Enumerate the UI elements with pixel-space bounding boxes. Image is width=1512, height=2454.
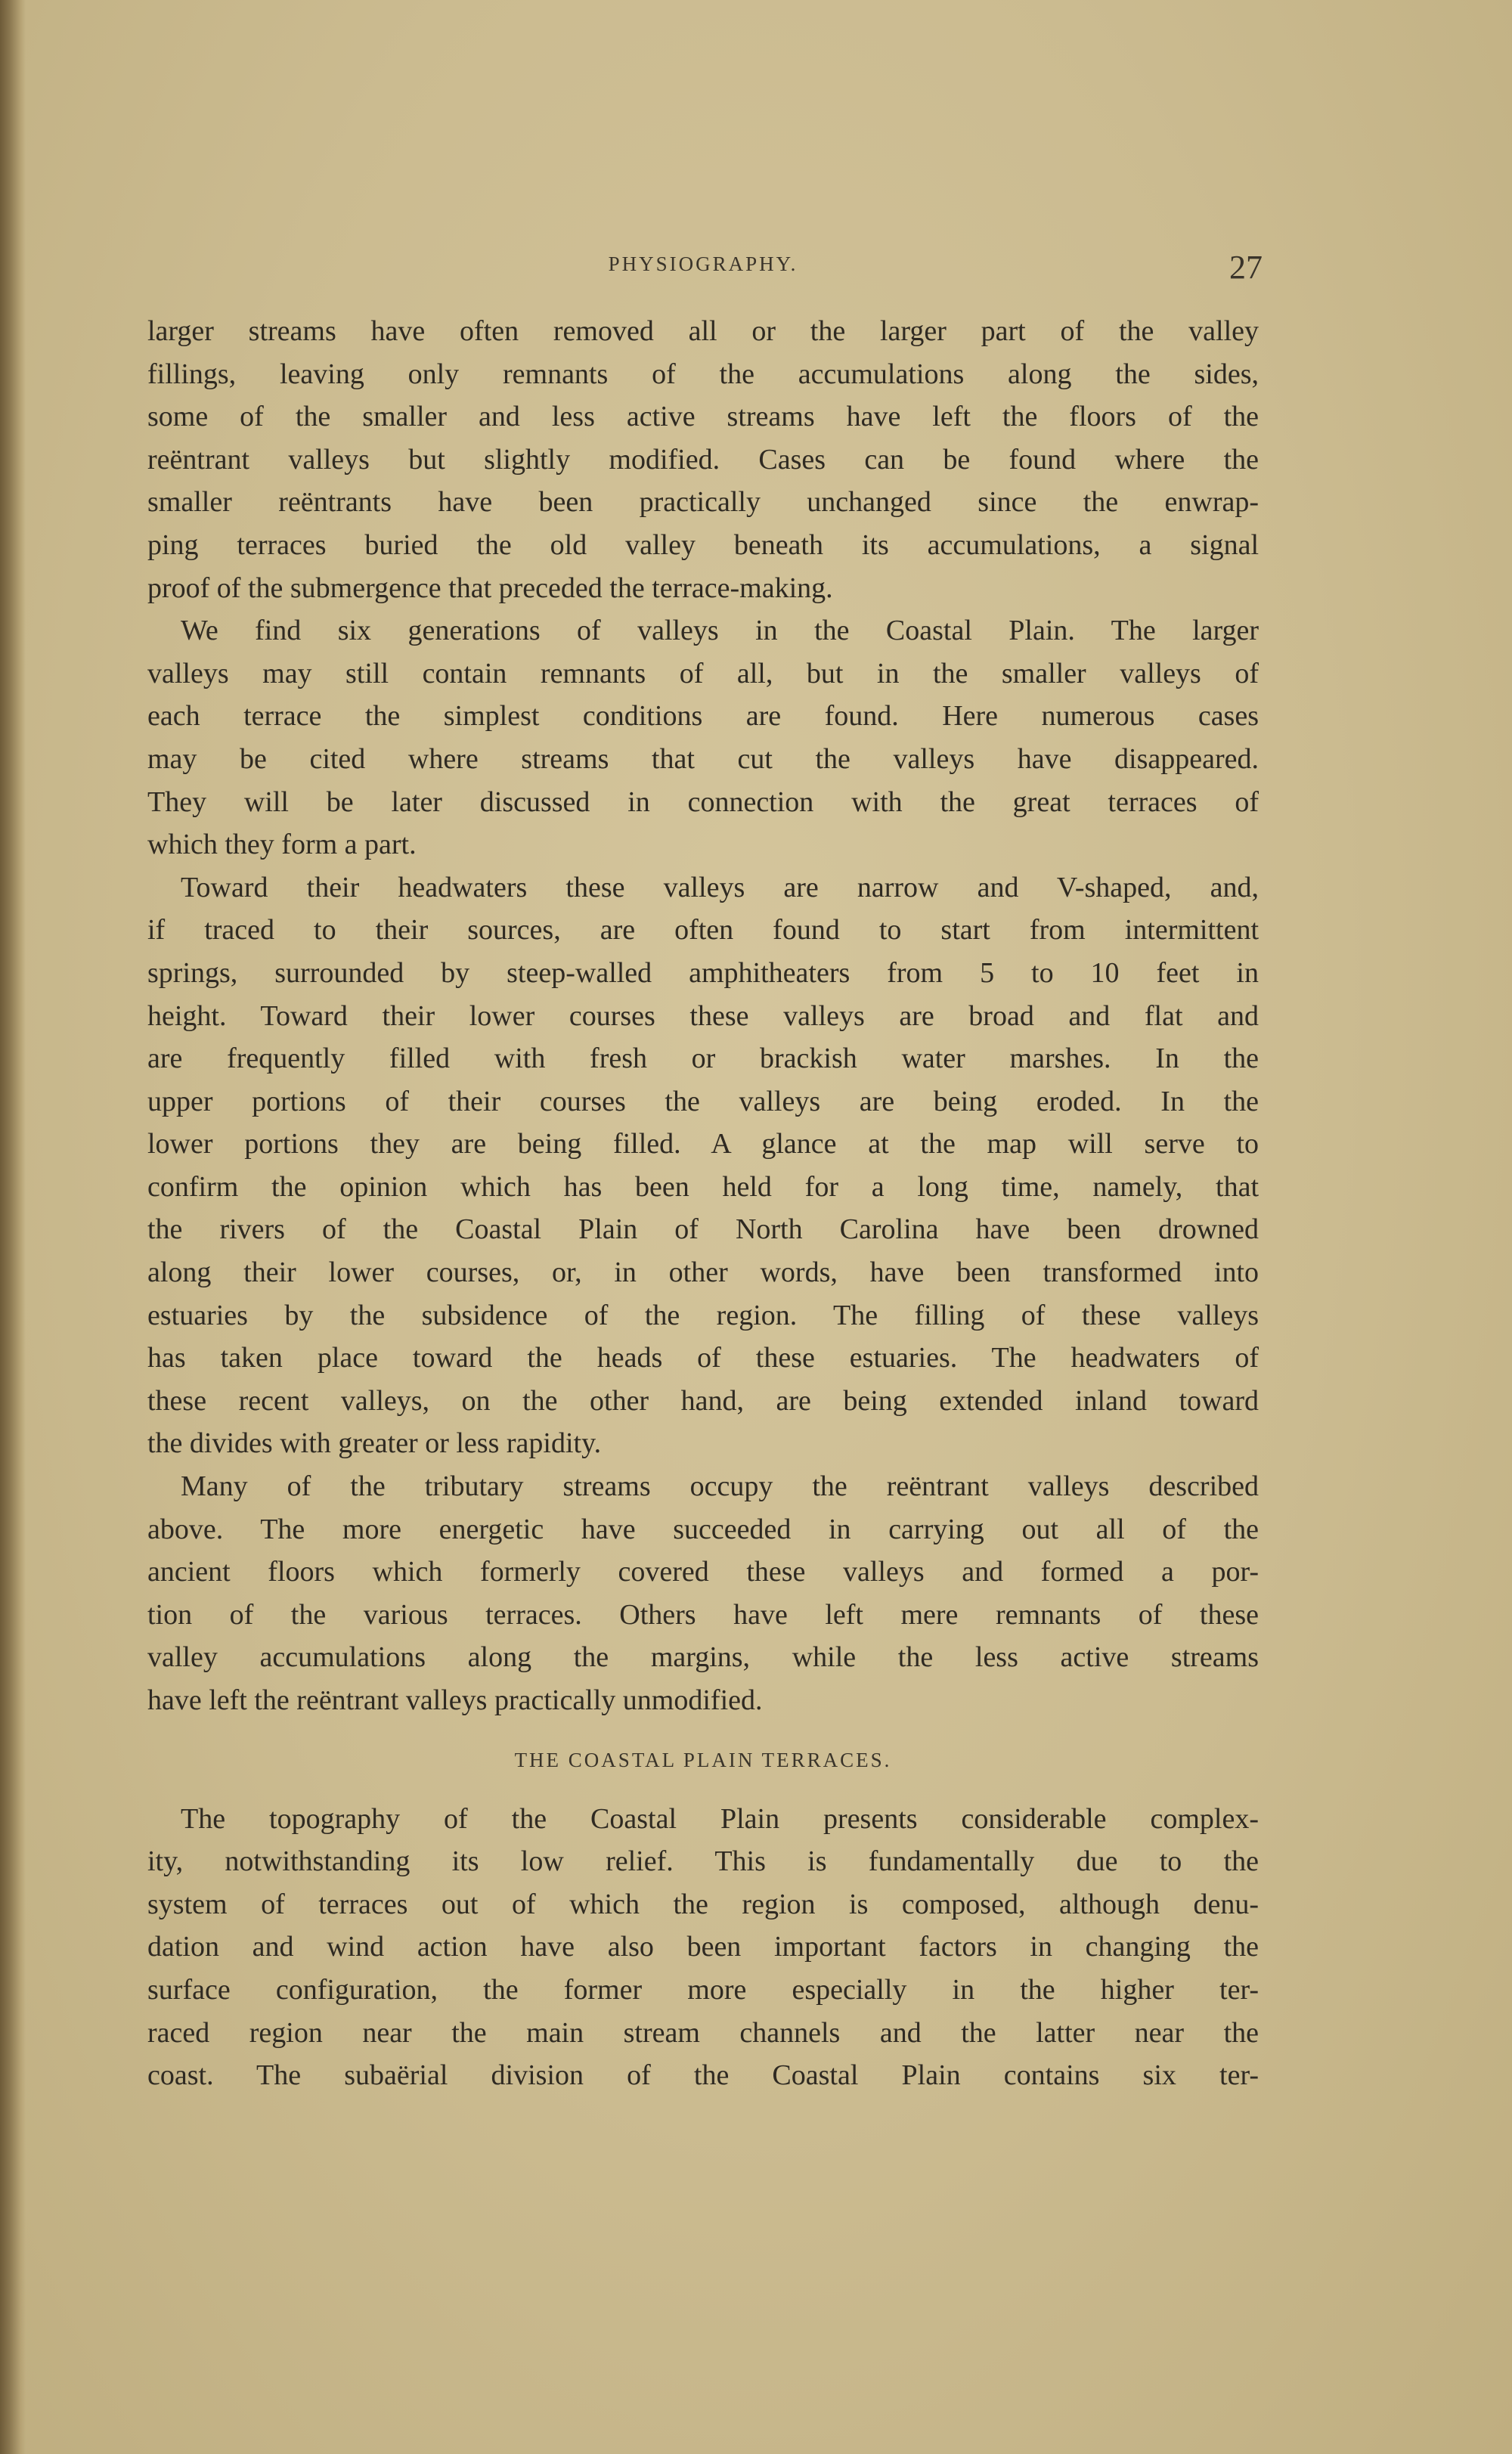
text-line: valleys may still contain remnants of all, but in the smaller valleys of [147, 657, 1259, 689]
text-line: may be cited where streams that cut the valleys have disappeared. [147, 742, 1259, 775]
text-line: system of terraces out of which the region is composed, although denu- [147, 1888, 1259, 1920]
text-line: smaller reëntrants have been practically unchanged since the enwrap- [147, 486, 1259, 519]
text-line: dation and wind action have also been important factors in changing the [147, 1931, 1259, 1963]
text-line: valley accumulations along the margins, while the less active streams [147, 1641, 1259, 1674]
text-line: surface configuration, the former more especially in the higher ter- [147, 1973, 1259, 2006]
paragraph-4 [147, 1465, 1259, 1722]
text-line: above. The more energetic have succeeded in carrying out all of the [147, 1513, 1259, 1545]
running-head [144, 248, 1263, 293]
paragraph-5 [147, 1798, 1259, 2097]
text-line: We find six generations of valleys in the Coastal Plain. The larger [181, 615, 1259, 647]
text-line: estuaries by the subsidence of the region. The filling of these valleys [147, 1299, 1259, 1331]
text-line: larger streams have often removed all or the larger part of the valley [147, 315, 1259, 347]
paragraph-3 [147, 866, 1259, 1465]
text-line: if traced to their sources, are often found to start from intermittent [147, 914, 1259, 947]
text-line: lower portions they are being filled. A glance at the map will serve to [147, 1128, 1259, 1160]
running-title: PHYSIOGRAPHY. [608, 253, 798, 275]
text-line: springs, surrounded by steep-walled amphitheaters from 5 to 10 feet in [147, 956, 1259, 989]
text-line: these recent valleys, on the other hand, are being extended inland toward [147, 1384, 1259, 1417]
text-line: raced region near the main stream channels and the latter near the [147, 2016, 1259, 2049]
paragraph-2 [147, 609, 1259, 866]
binding-edge [0, 0, 26, 2454]
text-line: which they form a part. [147, 829, 417, 861]
section-heading: THE COASTAL PLAIN TERRACES. [514, 1748, 892, 1771]
text-line: have left the reëntrant valleys practically unmodified. [147, 1684, 763, 1716]
text-line: the rivers of the Coastal Plain of North Carolina have been drowned [147, 1213, 1259, 1246]
text-line: height. Toward their lower courses these valleys are broad and flat and [147, 999, 1259, 1032]
text-line: the divides with greater or less rapidity. [147, 1427, 602, 1460]
text-line: ity, notwithstanding its low relief. This is fundamentally due to the [147, 1845, 1259, 1878]
text-line: fillings, leaving only remnants of the accumulations along the sides, [147, 358, 1259, 390]
text-line: upper portions of their courses the valleys are being eroded. In the [147, 1085, 1259, 1117]
text-line: ancient floors which formerly covered these valleys and formed a por- [147, 1556, 1259, 1588]
text-line: Many of the tributary streams occupy the reëntrant valleys described [181, 1470, 1259, 1503]
text-line: The topography of the Coastal Plain presents considerable complex- [181, 1802, 1259, 1835]
text-line: ping terraces buried the old valley beneath its accumulations, a signal [147, 528, 1259, 561]
text-line: confirm the opinion which has been held for a long time, namely, that [147, 1170, 1259, 1203]
body-text [147, 310, 1259, 2097]
text-line: are frequently filled with fresh or brackish water marshes. In the [147, 1043, 1259, 1075]
paragraph-1 [147, 310, 1259, 609]
text-line: They will be later discussed in connection with the great terraces of [147, 785, 1259, 818]
text-line: has taken place toward the heads of these estuaries. The headwaters of [147, 1342, 1259, 1374]
text-line: coast. The subaërial division of the Coastal Plain contains six ter- [147, 2059, 1259, 2092]
text-line: along their lower courses, or, in other words, have been transformed into [147, 1256, 1259, 1289]
text-line: some of the smaller and less active streams have left the floors of the [147, 401, 1259, 433]
text-line: reëntrant valleys but slightly modified. Cases can be found where the [147, 443, 1259, 476]
text-line: tion of the various terraces. Others have left mere remnants of these [147, 1598, 1259, 1631]
text-line: proof of the submergence that preceded the terrace-making. [147, 572, 833, 604]
text-line: Toward their headwaters these valleys are narrow and V-shaped, and, [181, 871, 1259, 903]
text-line: each terrace the simplest conditions are found. Here numerous cases [147, 700, 1259, 733]
page-number: 27 [1229, 249, 1263, 286]
